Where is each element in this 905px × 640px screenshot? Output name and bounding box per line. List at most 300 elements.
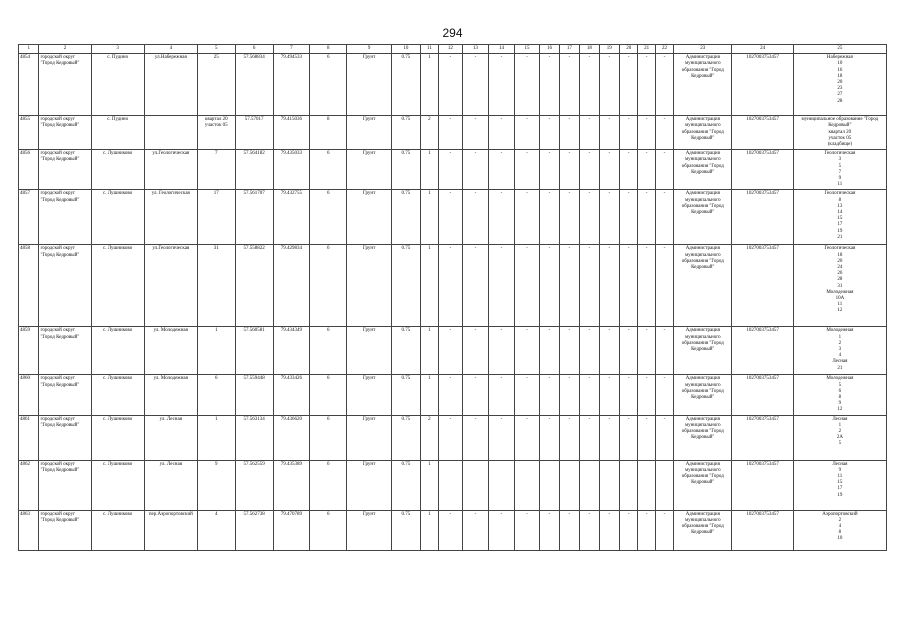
empty-value-cell: - — [514, 245, 540, 327]
source-address: 19 — [837, 228, 843, 234]
empty-value-cell: - — [489, 415, 515, 460]
column-header: 3 — [91, 45, 144, 54]
column-header: 2 — [39, 45, 91, 54]
latitude-cell: 57.560581 — [235, 327, 273, 375]
house-cell: 1 — [197, 327, 235, 375]
source-address: 10 — [837, 61, 843, 67]
column-header: 1 — [19, 45, 39, 54]
sources-cell — [793, 415, 886, 460]
column-header: 5 — [197, 45, 235, 54]
empty-value-cell: - — [620, 327, 638, 375]
settlement-cell: с. Лушниково — [91, 510, 144, 550]
source-address: 19 — [837, 492, 843, 498]
source-address: участок 05 — [828, 135, 852, 141]
source-address: 27 — [837, 92, 843, 98]
empty-value-cell: - — [655, 190, 673, 245]
source-address: 24 — [837, 265, 843, 271]
source-address: Лесная — [832, 359, 848, 365]
empty-value-cell: - — [580, 150, 599, 190]
empty-value-cell: - — [559, 415, 579, 460]
empty-value-cell: - — [540, 510, 559, 550]
empty-value-cell: - — [638, 150, 655, 190]
column-header: 12 — [439, 45, 463, 54]
source-address: 5 — [838, 163, 842, 169]
source-address: 14 — [837, 210, 843, 216]
column-header: 15 — [514, 45, 540, 54]
source-address: 16 — [837, 67, 843, 73]
row-id-cell: 4862 — [19, 460, 39, 510]
empty-value-cell: - — [599, 375, 619, 415]
owner-cell: Администрация муниципального образования "Город Кедровый" — [674, 460, 732, 510]
empty-value-cell: - — [489, 150, 515, 190]
empty-value-cell: - — [559, 150, 579, 190]
street-cell: ул. Лесная — [144, 415, 197, 460]
empty-value-cell: - — [540, 54, 559, 116]
empty-value-cell: - — [620, 245, 638, 327]
empty-value-cell: - — [439, 245, 463, 327]
house-cell: квартал 20 участок 05 — [197, 116, 235, 150]
empty-value-cell: - — [540, 245, 559, 327]
district-cell: городской округ "Город Кедровый" — [39, 54, 91, 116]
column-header: 17 — [559, 45, 579, 54]
source-address: муниципальное образование "Город Кедровый" — [801, 117, 879, 129]
column-header: 25 — [793, 45, 886, 54]
source-address: 4 — [838, 524, 842, 530]
street-cell: ул. Лесная — [144, 460, 197, 510]
container-count-cell: 1 — [420, 245, 438, 327]
row-id-cell: 4863 — [19, 510, 39, 550]
column-8-cell: 6 — [310, 150, 347, 190]
longitude-cell: 79.415036 — [273, 116, 310, 150]
ogrn-cell: 1027003753457 — [732, 415, 793, 460]
source-address: 2 — [838, 340, 842, 346]
source-address: 9 — [838, 401, 842, 407]
column-header: 9 — [347, 45, 392, 54]
row-id-cell: 4861 — [19, 415, 39, 460]
registry-table — [18, 44, 887, 551]
house-cell: 31 — [197, 245, 235, 327]
empty-value-cell — [559, 460, 579, 510]
street-cell: пер.Аэропортовский — [144, 510, 197, 550]
district-cell: городской округ "Город Кедровый" — [39, 327, 91, 375]
source-address: 23 — [837, 86, 843, 92]
empty-value-cell: - — [599, 327, 619, 375]
longitude-cell: 79.470789 — [273, 510, 310, 550]
source-address: 5 — [838, 382, 842, 388]
empty-value-cell: - — [489, 245, 515, 327]
empty-value-cell: - — [655, 245, 673, 327]
empty-value-cell: - — [439, 327, 463, 375]
settlement-cell: с. Лушниково — [91, 150, 144, 190]
house-cell: 25 — [197, 54, 235, 116]
source-address: 8 — [838, 530, 842, 536]
empty-value-cell: - — [580, 245, 599, 327]
empty-value-cell: - — [620, 116, 638, 150]
ogrn-cell: 1027003753457 — [732, 510, 793, 550]
settlement-cell: с. Лушниково — [91, 245, 144, 327]
source-address: 18 — [837, 252, 843, 258]
ogrn-cell: 1027003753457 — [732, 460, 793, 510]
empty-value-cell: - — [514, 190, 540, 245]
source-address: 2 — [838, 517, 842, 523]
surface-cell: Грунт — [347, 190, 392, 245]
ogrn-cell: 1027003753457 — [732, 190, 793, 245]
row-id-cell: 4856 — [19, 150, 39, 190]
latitude-cell: 57.568834 — [235, 54, 273, 116]
owner-cell: Администрация муниципального образования "Город Кедровый" — [674, 375, 732, 415]
empty-value-cell: - — [489, 116, 515, 150]
source-address: Аэропортовский — [822, 511, 858, 517]
empty-value-cell: - — [559, 327, 579, 375]
empty-value-cell: - — [580, 190, 599, 245]
source-address: 11 — [837, 302, 843, 308]
empty-value-cell: - — [655, 375, 673, 415]
column-8-cell: 6 — [310, 375, 347, 415]
owner-cell: Администрация муниципального образования "Город Кедровый" — [674, 116, 732, 150]
owner-cell: Администрация муниципального образования "Город Кедровый" — [674, 150, 732, 190]
empty-value-cell — [580, 460, 599, 510]
empty-value-cell: - — [489, 190, 515, 245]
settlement-cell: с. Лушниково — [91, 460, 144, 510]
container-count-cell: 1 — [420, 375, 438, 415]
area-cell: 0.75 — [392, 190, 421, 245]
district-cell: городской округ "Город Кедровый" — [39, 375, 91, 415]
sources-cell — [793, 54, 886, 116]
ogrn-cell: 1027003753457 — [732, 150, 793, 190]
table-row — [19, 375, 887, 415]
longitude-cell: 79.494533 — [273, 54, 310, 116]
settlement-cell: с. Пудино — [91, 54, 144, 116]
page-number: 294 — [442, 26, 463, 40]
empty-value-cell: - — [638, 190, 655, 245]
settlement-cell: с. Лушниково — [91, 415, 144, 460]
source-address: 18 — [837, 73, 843, 79]
source-address: Молодежная — [826, 289, 854, 295]
empty-value-cell: - — [559, 375, 579, 415]
empty-value-cell: - — [559, 245, 579, 327]
district-cell: городской округ "Город Кедровый" — [39, 116, 91, 150]
source-address: 4 — [838, 353, 842, 359]
house-cell: 9 — [197, 460, 235, 510]
source-address: (кладбище) — [827, 142, 853, 148]
empty-value-cell: - — [638, 415, 655, 460]
row-id-cell: 4860 — [19, 375, 39, 415]
empty-value-cell: - — [462, 327, 489, 375]
latitude-cell: 57.562559 — [235, 460, 273, 510]
column-8-cell: 6 — [310, 510, 347, 550]
street-cell: ул.Геологическая — [144, 245, 197, 327]
empty-value-cell: - — [599, 190, 619, 245]
source-address: Молодежная — [826, 328, 854, 334]
column-header: 21 — [638, 45, 655, 54]
source-address: Геологическая — [824, 246, 856, 252]
column-8-cell: 6 — [310, 327, 347, 375]
sources-cell — [793, 460, 886, 510]
table-row — [19, 510, 887, 550]
longitude-cell: 79.434349 — [273, 327, 310, 375]
source-address: 13 — [837, 203, 843, 209]
longitude-cell: 79.436620 — [273, 415, 310, 460]
source-address: квартал 20 — [828, 129, 852, 135]
source-address: Набережная — [826, 55, 853, 61]
source-address: 8 — [838, 395, 842, 401]
source-address: 17 — [837, 222, 843, 228]
empty-value-cell — [439, 460, 463, 510]
empty-value-cell: - — [439, 375, 463, 415]
empty-value-cell: - — [514, 510, 540, 550]
empty-value-cell — [462, 460, 489, 510]
empty-value-cell: - — [439, 150, 463, 190]
column-header: 22 — [655, 45, 673, 54]
empty-value-cell: - — [514, 327, 540, 375]
surface-cell: Грунт — [347, 375, 392, 415]
table-row — [19, 415, 887, 460]
empty-value-cell: - — [514, 375, 540, 415]
column-8-cell: 6 — [310, 54, 347, 116]
area-cell: 0.75 — [392, 375, 421, 415]
column-8-cell: 6 — [310, 190, 347, 245]
ogrn-cell: 1027003753457 — [732, 116, 793, 150]
surface-cell: Грунт — [347, 245, 392, 327]
latitude-cell: 57.561707 — [235, 190, 273, 245]
empty-value-cell — [599, 460, 619, 510]
house-cell: 6 — [197, 375, 235, 415]
source-address: 28 — [837, 98, 843, 104]
source-address: 2 — [838, 429, 842, 435]
table-row — [19, 116, 887, 150]
empty-value-cell: - — [514, 415, 540, 460]
empty-value-cell — [489, 460, 515, 510]
column-header: 10 — [392, 45, 421, 54]
empty-value-cell: - — [580, 54, 599, 116]
column-header: 24 — [732, 45, 793, 54]
latitude-cell: 57.57017 — [235, 116, 273, 150]
container-count-cell: 1 — [420, 460, 438, 510]
source-address: 20 — [837, 80, 843, 86]
empty-value-cell: - — [620, 375, 638, 415]
settlement-cell: с. Лушниково — [91, 190, 144, 245]
column-header: 8 — [310, 45, 347, 54]
empty-value-cell: - — [439, 116, 463, 150]
latitude-cell: 57.559448 — [235, 375, 273, 415]
table-row — [19, 327, 887, 375]
source-address: 3 — [838, 347, 842, 353]
district-cell: городской округ "Город Кедровый" — [39, 510, 91, 550]
empty-value-cell: - — [540, 327, 559, 375]
empty-value-cell: - — [559, 510, 579, 550]
source-address: 3 — [838, 157, 842, 163]
empty-value-cell: - — [540, 116, 559, 150]
table-body — [19, 54, 887, 550]
sources-cell — [793, 327, 886, 375]
empty-value-cell: - — [638, 510, 655, 550]
ogrn-cell: 1027003753457 — [732, 54, 793, 116]
empty-value-cell: - — [462, 245, 489, 327]
empty-value-cell: - — [580, 116, 599, 150]
owner-cell: Администрация муниципального образования "Город Кедровый" — [674, 54, 732, 116]
container-count-cell: 1 — [420, 150, 438, 190]
empty-value-cell: - — [439, 510, 463, 550]
settlement-cell: с. Лушниково — [91, 327, 144, 375]
container-count-cell: 2 — [420, 116, 438, 150]
empty-value-cell: - — [620, 510, 638, 550]
row-id-cell: 4857 — [19, 190, 39, 245]
column-8-cell: 6 — [310, 245, 347, 327]
container-count-cell: 1 — [420, 190, 438, 245]
empty-value-cell: - — [599, 116, 619, 150]
longitude-cell: 79.435389 — [273, 460, 310, 510]
longitude-cell: 79.432755 — [273, 190, 310, 245]
area-cell: 0.75 — [392, 327, 421, 375]
source-address: 11 — [837, 182, 843, 188]
empty-value-cell: - — [655, 510, 673, 550]
empty-value-cell: - — [655, 327, 673, 375]
street-cell — [144, 116, 197, 150]
longitude-cell: 79.433426 — [273, 375, 310, 415]
surface-cell: Грунт — [347, 460, 392, 510]
empty-value-cell: - — [540, 375, 559, 415]
empty-value-cell: - — [559, 190, 579, 245]
source-address: Геологическая — [824, 151, 856, 157]
source-address: Лесная — [832, 416, 848, 422]
empty-value-cell — [514, 460, 540, 510]
column-header: 20 — [620, 45, 638, 54]
settlement-cell: с. Лушниково — [91, 375, 144, 415]
source-address: 2А — [836, 435, 843, 441]
surface-cell: Грунт — [347, 327, 392, 375]
source-address: 9 — [838, 176, 842, 182]
source-address: 10 — [837, 536, 843, 542]
sources-cell — [793, 150, 886, 190]
source-address: Лесная — [832, 461, 848, 467]
owner-cell: Администрация муниципального образования "Город Кедровый" — [674, 327, 732, 375]
surface-cell: Грунт — [347, 510, 392, 550]
source-address: 31 — [837, 283, 843, 289]
latitude-cell: 57.558822 — [235, 245, 273, 327]
empty-value-cell: - — [462, 375, 489, 415]
row-id-cell: 4858 — [19, 245, 39, 327]
empty-value-cell: - — [514, 150, 540, 190]
street-cell: ул. Молодежная — [144, 327, 197, 375]
column-header: 16 — [540, 45, 559, 54]
source-address: 11 — [837, 474, 843, 480]
column-header: 11 — [420, 45, 438, 54]
source-address: 8 — [838, 197, 842, 203]
empty-value-cell: - — [638, 116, 655, 150]
area-cell: 0.75 — [392, 150, 421, 190]
column-header: 14 — [489, 45, 515, 54]
empty-value-cell: - — [655, 150, 673, 190]
latitude-cell: 57.563134 — [235, 415, 273, 460]
column-8-cell: 8 — [310, 116, 347, 150]
empty-value-cell: - — [462, 116, 489, 150]
district-cell: городской округ "Город Кедровый" — [39, 460, 91, 510]
row-id-cell: 4859 — [19, 327, 39, 375]
empty-value-cell — [655, 460, 673, 510]
source-address: Геологическая — [824, 191, 856, 197]
sources-cell — [793, 190, 886, 245]
empty-value-cell: - — [514, 54, 540, 116]
source-address: 12 — [837, 407, 843, 413]
empty-value-cell: - — [580, 510, 599, 550]
empty-value-cell: - — [540, 415, 559, 460]
owner-cell: Администрация муниципального образования "Город Кедровый" — [674, 415, 732, 460]
column-header: 13 — [462, 45, 489, 54]
empty-value-cell: - — [599, 54, 619, 116]
sources-cell — [793, 245, 886, 327]
container-count-cell: 1 — [420, 54, 438, 116]
area-cell: 0.75 — [392, 460, 421, 510]
table-row — [19, 190, 887, 245]
table-row — [19, 245, 887, 327]
column-header: 7 — [273, 45, 310, 54]
empty-value-cell: - — [638, 327, 655, 375]
empty-value-cell — [638, 460, 655, 510]
column-header: 18 — [580, 45, 599, 54]
street-cell: ул. Геологическая — [144, 190, 197, 245]
latitude-cell: 57.562738 — [235, 510, 273, 550]
container-count-cell: 2 — [420, 415, 438, 460]
sources-cell — [793, 375, 886, 415]
container-count-cell: 1 — [420, 510, 438, 550]
area-cell: 0.75 — [392, 510, 421, 550]
empty-value-cell: - — [638, 54, 655, 116]
source-address: 26 — [837, 271, 843, 277]
empty-value-cell: - — [489, 375, 515, 415]
source-address: 15 — [837, 216, 843, 222]
latitude-cell: 57.564182 — [235, 150, 273, 190]
area-cell: 0.75 — [392, 245, 421, 327]
table-row — [19, 460, 887, 510]
empty-value-cell: - — [655, 54, 673, 116]
empty-value-cell — [620, 460, 638, 510]
street-cell: ул.Набережная — [144, 54, 197, 116]
empty-value-cell: - — [439, 190, 463, 245]
container-count-cell: 1 — [420, 327, 438, 375]
ogrn-cell: 1027003753457 — [732, 245, 793, 327]
longitude-cell: 79.435033 — [273, 150, 310, 190]
column-8-cell: 6 — [310, 460, 347, 510]
empty-value-cell: - — [638, 375, 655, 415]
table-row — [19, 54, 887, 116]
empty-value-cell: - — [514, 116, 540, 150]
source-address: Молодежная — [826, 376, 854, 382]
area-cell: 0.75 — [392, 116, 421, 150]
empty-value-cell: - — [599, 415, 619, 460]
empty-value-cell: - — [655, 116, 673, 150]
empty-value-cell: - — [599, 245, 619, 327]
owner-cell: Администрация муниципального образования "Город Кедровый" — [674, 510, 732, 550]
surface-cell: Грунт — [347, 54, 392, 116]
empty-value-cell: - — [540, 150, 559, 190]
empty-value-cell: - — [580, 415, 599, 460]
empty-value-cell: - — [559, 116, 579, 150]
source-address: 12 — [837, 308, 843, 314]
area-cell: 0.75 — [392, 54, 421, 116]
source-address: 21 — [837, 234, 843, 240]
empty-value-cell: - — [599, 510, 619, 550]
empty-value-cell: - — [439, 415, 463, 460]
street-cell: ул.Геологическая — [144, 150, 197, 190]
column-header: 4 — [144, 45, 197, 54]
owner-cell: Администрация муниципального образования "Город Кедровый" — [674, 245, 732, 327]
source-address: 9 — [838, 467, 842, 473]
house-cell: 4 — [197, 510, 235, 550]
empty-value-cell: - — [599, 150, 619, 190]
empty-value-cell: - — [638, 245, 655, 327]
empty-value-cell: - — [540, 190, 559, 245]
surface-cell: Грунт — [347, 150, 392, 190]
